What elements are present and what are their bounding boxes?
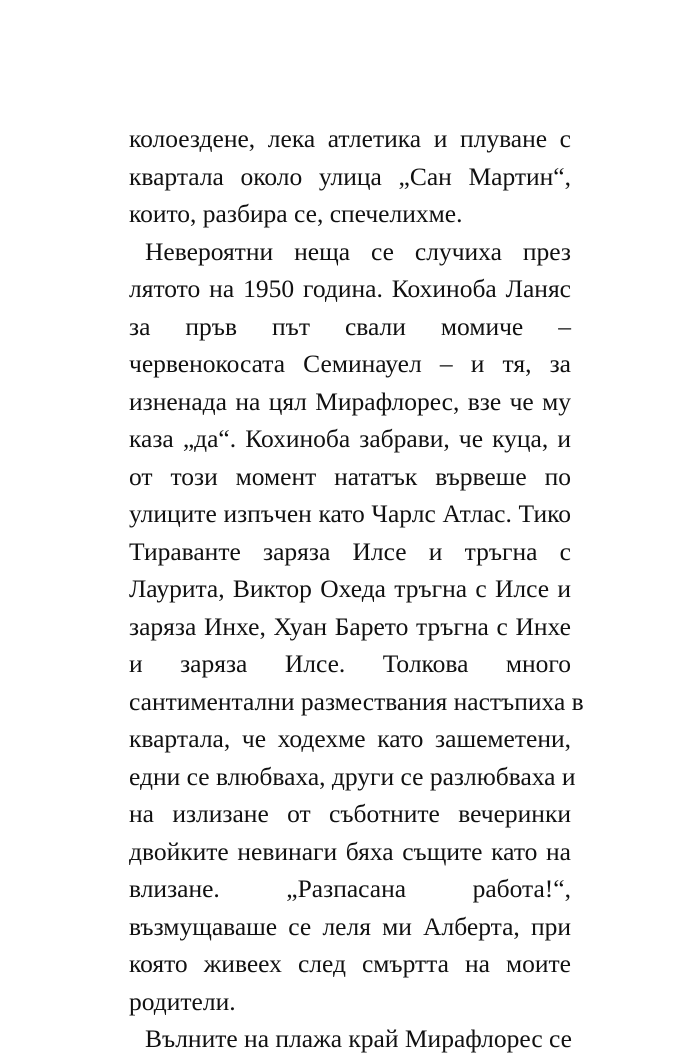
text-line: Вълните на плажа край Мирафлорес се — [145, 1024, 572, 1053]
text-line: Лаурита, Виктор Охеда тръгна с Илсе и — [129, 574, 571, 603]
text-line: възмущаваше се леля ми Алберта, при — [129, 911, 571, 941]
text-line: влизане. „Разпасана работа!“, — [129, 874, 571, 903]
text-line: заряза Инхе, Хуан Барето тръгна с Инхе — [129, 611, 571, 641]
text-line: изненада на цял Мирафлорес, взе че му — [129, 386, 571, 416]
text-line: сантиментални размествания настъпиха в — [129, 686, 584, 716]
text-line: която живеех след смъртта на моите — [129, 949, 571, 978]
text-line: каза „да“. Кохиноба забрави, че куца, и — [129, 424, 571, 453]
text-line: квартала, че ходехме като зашеметени, — [129, 724, 571, 753]
body-text — [129, 120, 584, 1058]
text-line: родители. — [129, 986, 236, 1016]
text-line: Тираванте заряза Илсе и тръгна с — [129, 536, 571, 566]
text-line: за пръв път свали момиче – — [129, 311, 571, 341]
text-line: квартала около улица „Сан Мартин“, — [129, 161, 571, 191]
text-line: червенокосата Семинауел – и тя, за — [129, 349, 571, 378]
text-line: едни се влюбваха, други се разлюбваха и — [129, 761, 576, 791]
text-line: и заряза Илсе. Толкова много — [129, 649, 571, 678]
text-line: улиците изпъчен като Чарлс Атлас. Тико — [129, 499, 571, 528]
text-line: колоездене, лека атлетика и плуване с — [129, 124, 571, 153]
text-line: на излизане от съботните вечеринки — [129, 799, 571, 828]
text-line: Невероятни неща се случиха през — [145, 236, 571, 266]
text-line: които, разбира се, спечелихме. — [129, 199, 463, 228]
text-line: от този момент нататък вървеше по — [129, 461, 571, 491]
text-line: двойките невинаги бяха същите като на — [129, 836, 571, 866]
text-line: лятото на 1950 година. Кохиноба Ланяс — [129, 274, 571, 303]
